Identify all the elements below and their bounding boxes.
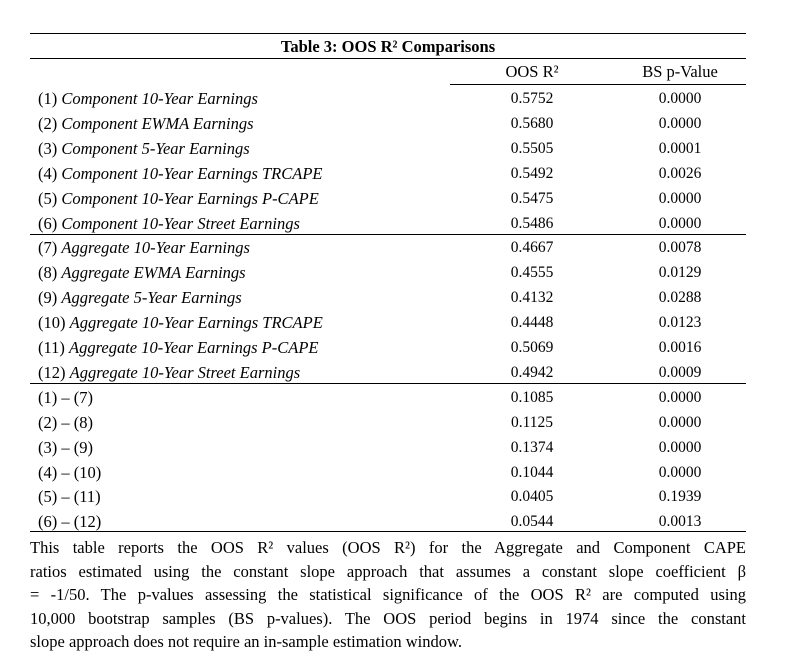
- table-row: [30, 485, 746, 510]
- oos-r2-cell: 0.5069: [510, 339, 554, 356]
- oos-r2-cell: 0.5680: [510, 114, 554, 132]
- bs-p-value-cell: 0.0288: [658, 289, 702, 307]
- row-label: (8) Aggregate EWMA Earnings: [38, 263, 246, 283]
- table-row: [30, 212, 746, 237]
- oos-r2-cell: 0.5752: [510, 90, 554, 107]
- table-row: [30, 236, 746, 261]
- caption-line: ratios estimated using the constant slope approach that assumes a constant slope coefficient β: [30, 561, 746, 581]
- row-label: (1) Component 10-Year Earnings: [38, 89, 258, 108]
- oos-r2-cell: 0.5475: [510, 189, 554, 207]
- bs-p-value-cell: 0.0078: [658, 239, 702, 257]
- bs-p-value-cell: 0.0001: [658, 139, 702, 157]
- bs-p-value-cell: 0.0000: [658, 114, 702, 132]
- bs-p-value-cell: 0.0000: [658, 463, 702, 481]
- row-label: (1) – (7): [38, 387, 93, 407]
- oos-r2-cell: 0.4942: [510, 363, 554, 381]
- bs-p-value-cell: 0.0013: [658, 513, 702, 531]
- oos-r2-cell: 0.1044: [510, 463, 554, 481]
- oos-r2-cell: 0.0544: [510, 513, 554, 531]
- oos-r2-cell: 0.4555: [510, 264, 554, 282]
- table-bottom-rule: [30, 531, 746, 532]
- bs-p-value-cell: 0.1939: [658, 488, 702, 506]
- bs-p-value-cell: 0.0016: [658, 339, 702, 356]
- bs-p-value-cell: 0.0000: [658, 90, 702, 107]
- row-label: (2) Component EWMA Earnings: [38, 113, 254, 133]
- oos-r2-cell: 0.1374: [510, 438, 554, 456]
- oos-r2-cell: 0.4667: [510, 239, 554, 257]
- table-row: [30, 162, 746, 187]
- bs-p-value-cell: 0.0009: [658, 363, 702, 381]
- row-label: (4) Component 10-Year Earnings TRCAPE: [38, 163, 323, 183]
- table-caption: [30, 536, 746, 654]
- oos-r2-cell: 0.1125: [510, 413, 554, 431]
- col-header-bs-p-value: BS p-Value: [642, 62, 718, 81]
- row-label: (7) Aggregate 10-Year Earnings: [38, 238, 250, 258]
- row-label: (11) Aggregate 10-Year Earnings P-CAPE: [38, 338, 319, 357]
- row-label: (10) Aggregate 10-Year Earnings TRCAPE: [38, 313, 323, 333]
- oos-r2-cell: 0.5486: [510, 214, 554, 232]
- col-header-oos-r2: OOS R²: [505, 62, 559, 81]
- row-label: (4) – (10): [38, 462, 102, 482]
- table-row: [30, 286, 746, 311]
- caption-line: 10,000 bootstrap samples (BS p-values). The OOS period begins in 1974 since the constant: [30, 608, 746, 628]
- table-title: Table 3: OOS R² Comparisons: [280, 37, 496, 56]
- caption-line: slope approach does not require an in-sample estimation window.: [30, 632, 462, 651]
- bs-p-value-cell: 0.0026: [658, 164, 702, 182]
- table-row: [30, 187, 746, 212]
- oos-r2-cell: 0.4448: [510, 314, 554, 332]
- row-label: (3) – (9): [38, 437, 93, 457]
- table-row: [30, 436, 746, 461]
- table-row: [30, 311, 746, 336]
- table-row: [30, 112, 746, 137]
- row-label: (3) Component 5-Year Earnings: [38, 138, 250, 158]
- table-row: [30, 411, 746, 436]
- table-row: [30, 87, 746, 112]
- oos-r2-cell: 0.5505: [510, 139, 554, 157]
- row-label: (5) Component 10-Year Earnings P-CAPE: [38, 188, 319, 208]
- header-rule: [450, 84, 746, 85]
- bs-p-value-cell: 0.0000: [658, 438, 702, 456]
- table-top-rule: [30, 33, 746, 34]
- bs-p-value-cell: 0.0129: [658, 264, 702, 282]
- group-rule-1: [30, 234, 746, 235]
- row-label: (2) – (8): [38, 412, 93, 432]
- row-label: (6) Component 10-Year Street Earnings: [38, 213, 300, 233]
- table-row: [30, 137, 746, 162]
- caption-line: This table reports the OOS R² values (OOS R²) for the Aggregate and Component CAPE: [30, 538, 746, 557]
- oos-r2-cell: 0.4132: [510, 289, 554, 307]
- oos-r2-cell: 0.0405: [510, 488, 554, 506]
- bs-p-value-cell: 0.0000: [658, 388, 702, 406]
- table-row: [30, 336, 746, 361]
- bs-p-value-cell: 0.0000: [658, 189, 702, 207]
- bs-p-value-cell: 0.0000: [658, 214, 702, 232]
- title-rule: [30, 58, 746, 59]
- group-rule-2: [30, 383, 746, 384]
- oos-r2-cell: 0.1085: [510, 388, 554, 406]
- table-row: [30, 386, 746, 411]
- oos-r2-cell: 0.5492: [510, 164, 554, 182]
- table-row: [30, 261, 746, 286]
- bs-p-value-cell: 0.0000: [658, 413, 702, 431]
- bs-p-value-cell: 0.0123: [658, 314, 702, 332]
- caption-line: = -1/50. The p-values assessing the statistical significance of the OOS R² are computed using: [30, 585, 746, 604]
- row-label: (12) Aggregate 10-Year Street Earnings: [38, 362, 301, 382]
- row-label: (5) – (11): [38, 487, 101, 507]
- row-label: (6) – (12): [38, 512, 102, 532]
- row-label: (9) Aggregate 5-Year Earnings: [38, 288, 242, 308]
- table-row: [30, 461, 746, 486]
